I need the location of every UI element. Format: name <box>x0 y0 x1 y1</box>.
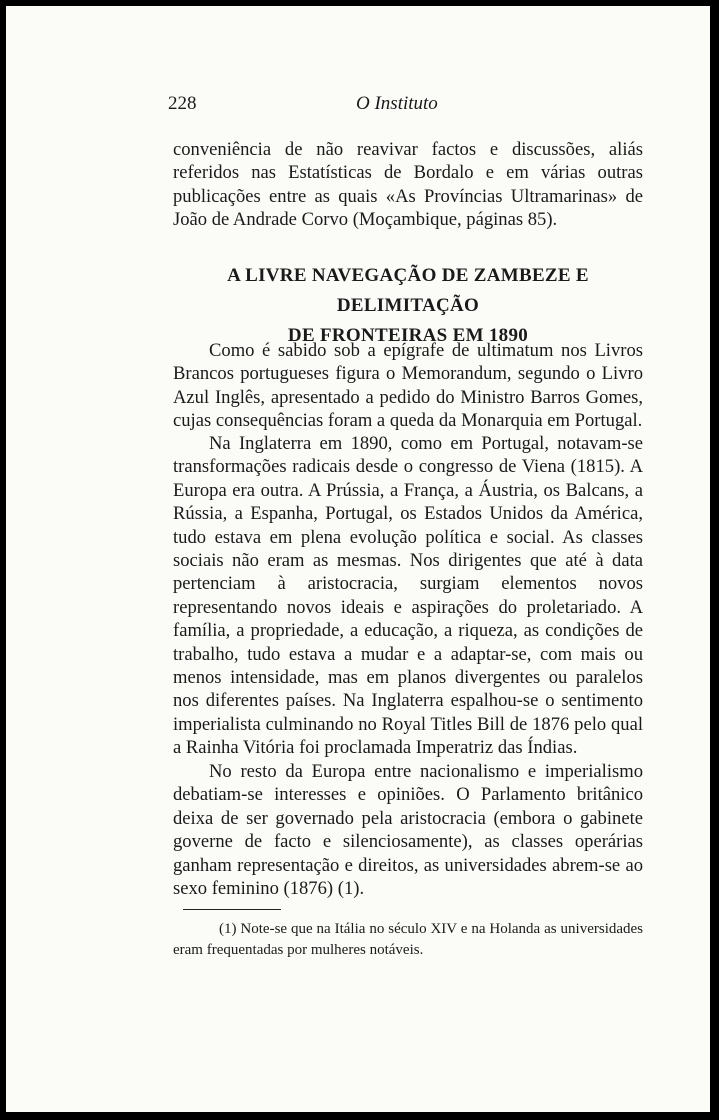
footnote-reference: (1) <box>337 878 360 900</box>
page-number: 228 <box>168 93 197 114</box>
paragraph-2: Na Inglaterra em 1890, como em Portugal, notavam-se transformações radicais desde o congresso de Viena (1815). A Europa era outra. A Prússia, a França, a Áustria, os Balcans, a Rússia, a Espanha, Portugal, os Estados Unidos da América, tudo estava em plena evolução política e social. As classes sociais não eram as mesmas. Nos dirigentes que até à data pertenciam à aristocracia, surgiam elementos novos representando novos ideais e aspirações do proletariado. A família, a propriedade, a educação, a riqueza, as condições de trabalho, tudo estava a mudar e a adaptar-se, com mais ou menos intensidade, mas em planos divergentes ou paralelos nos diferentes países. Na Inglaterra espalhou-se o sentimento imperialista culminando no Royal Titles Bill de 1876 pelo qual a Rainha Vitória foi proclamada Imperatriz das Índias. <box>173 433 643 759</box>
paragraph-3 <box>173 760 643 900</box>
paragraph-3-end: . <box>359 878 365 900</box>
footnote-marker: (1) <box>219 921 237 937</box>
intro-paragraph: conveniência de não reavivar factos e discussões, aliás referidos nas Estatísticas de Bordalo e em várias outras publicações entre as quais «As Províncias Ultramarinas» de João de Andrade Corvo (Moçambique, páginas 85). <box>173 139 643 231</box>
running-title: O Instituto <box>356 93 438 114</box>
footnote-divider <box>183 909 281 910</box>
section-heading-line-2: DE FRONTEIRAS EM 1890 <box>287 325 529 346</box>
footnote-text: Note-se que na Itália no século XIV e na Holanda as universidades eram frequentadas por mulheres notáveis. <box>173 921 644 958</box>
paragraph-1: Como é sabido sob a epígrafe de ultimatum nos Livros Brancos portugueses figura o Memorandum, segundo o Livro Azul Inglês, apresentado a pedido do Ministro Barros Gomes, cujas consequências foram a queda da Monarquia em Portugal. <box>173 340 643 432</box>
book-page <box>6 6 710 1112</box>
paragraph-3-text: No resto da Europa entre nacionalismo e imperialismo debatiam-se interesses e opiniões. O Parlamento britânico deixa de ser governado pela aristocracia (embora o gabinete governe de facto e silenciosamente), as classes operárias ganham representação e direitos, as universidades abrem-se ao sexo feminino (1876) <box>173 761 643 900</box>
section-heading-line-1: A LIVRE NAVEGAÇÃO DE ZAMBEZE E DELIMITAÇÃO <box>227 265 589 316</box>
footnote <box>173 919 643 961</box>
section-heading <box>166 261 650 351</box>
